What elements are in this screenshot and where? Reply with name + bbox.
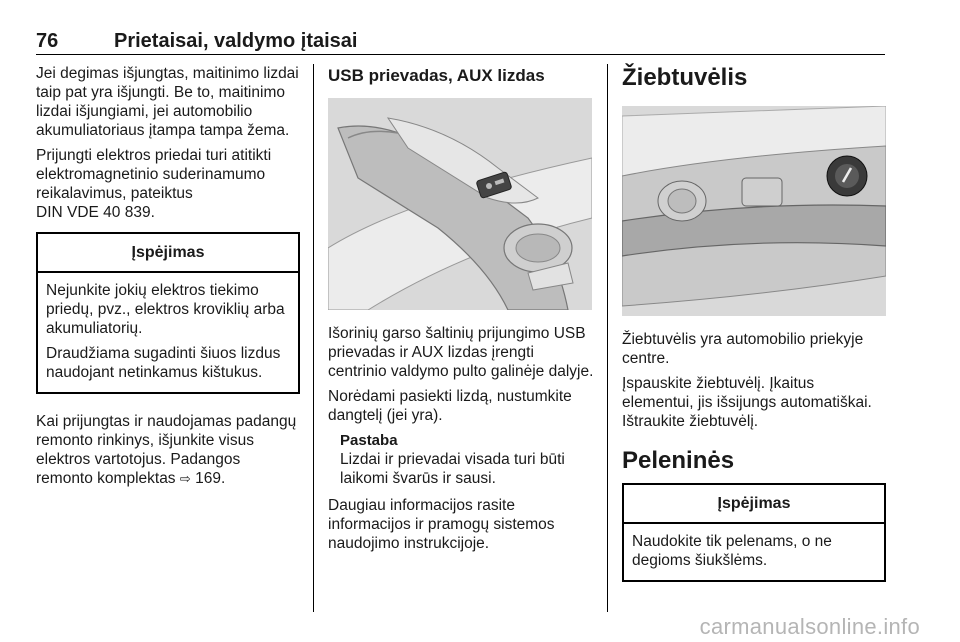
- lighter-drawing: [622, 106, 886, 316]
- note-text: Lizdai ir prievadai visada turi būti laikomi švarūs ir sausi.: [340, 451, 565, 487]
- warning-title: Įspėjimas: [624, 485, 884, 524]
- warning-box: [36, 232, 300, 394]
- paragraph: Daugiau informacijos rasite informacijos ir pramogų sistemos naudojimo instrukcijoje.: [328, 497, 555, 552]
- paragraph-text: Kai prijungtas ir naudojamas padangų remonto rinkinys, išjunkite visus elektros vartotojus. Padangos remonto komplektas: [36, 413, 297, 487]
- lighter-illustration: [622, 106, 886, 316]
- usb-aux-drawing: [328, 98, 592, 310]
- column-divider: [313, 64, 314, 612]
- paragraph: [36, 146, 300, 222]
- paragraph: Žiebtuvėlis yra automobilio priekyje centre.: [622, 331, 864, 367]
- column-right: [622, 64, 886, 600]
- standard-ref: DIN VDE 40 839.: [36, 204, 155, 221]
- warning-text: Draudžiama sugadinti šiuos lizdus naudojant netinkamus kištukus.: [46, 345, 281, 381]
- paragraph: Norėdami pasiekti lizdą, nustumkite dangtelį (jei yra).: [328, 388, 572, 424]
- note-block: [328, 431, 594, 488]
- usb-aux-illustration: [328, 98, 592, 310]
- warning-body: [624, 524, 884, 580]
- note-label: Pastaba: [340, 432, 398, 449]
- warning-box: [622, 483, 886, 582]
- column-divider: [607, 64, 608, 612]
- section-heading-usb: USB prievadas, AUX lizdas: [328, 66, 545, 85]
- paragraph: Išorinių garso šaltinių prijungimo USB prievadas ir AUX lizdas įrengti centrinio valdymo pulto galinėje dalyje.: [328, 325, 594, 380]
- page-reference[interactable]: 169.: [195, 470, 226, 487]
- warning-text: Nejunkite jokių elektros tiekimo priedų, pvz., elektros kroviklių arba akumuliatorių.: [46, 282, 285, 337]
- paragraph-text: Prijungti elektros priedai turi atitikti elektromagnetinio suderinamumo reikalavimus, pateiktus: [36, 147, 272, 202]
- warning-text: Naudokite tik pelenams, o ne degioms šiukšlėms.: [632, 533, 832, 569]
- arrow-reference-icon: ⇨: [179, 471, 191, 486]
- column-middle: [328, 64, 594, 559]
- watermark: carmanualsonline.info: [699, 614, 920, 639]
- column-left: [36, 64, 300, 494]
- paragraph: Įspauskite žiebtuvėlį. Įkaitus elementui, jis išsijungs automatiškai. Ištraukite žiebtuvėlį.: [622, 375, 872, 430]
- warning-body: [38, 273, 298, 392]
- page-header: [36, 30, 885, 55]
- warning-title: Įspėjimas: [38, 234, 298, 273]
- page-number: 76: [36, 30, 59, 52]
- page-title: Prietaisai, valdymo įtaisai: [114, 30, 358, 52]
- paragraph: Jei degimas išjungtas, maitinimo lizdai taip pat yra išjungti. Be to, maitinimo lizdai išjungiami, jei automobilio akumuliatoriaus įtampa tampa žema.: [36, 65, 299, 139]
- paragraph: [36, 412, 300, 488]
- section-heading-lighter: Žiebtuvėlis: [622, 64, 748, 91]
- section-heading-ashtrays: Peleninės: [622, 447, 735, 474]
